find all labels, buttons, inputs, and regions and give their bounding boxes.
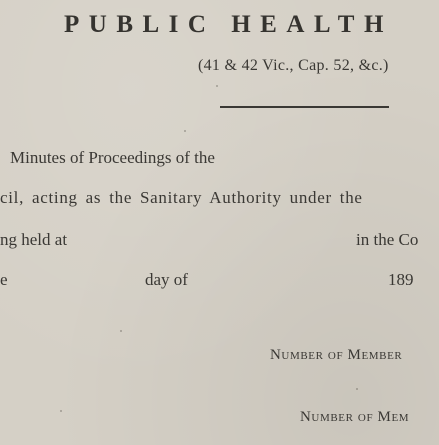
date-prefix: e [0, 270, 8, 289]
title-divider [220, 106, 389, 108]
document-title: PUBLIC HEALTH [64, 11, 393, 38]
paper-speck [216, 85, 218, 87]
paper-speck [356, 388, 358, 390]
members-present-label: Number of Member [270, 347, 403, 363]
paper-speck [184, 130, 186, 132]
members-other-label: Number of Mem [300, 409, 410, 425]
statute-reference: (41 & 42 Vic., Cap. 52, &c.) [198, 57, 389, 74]
authority-line: cil, acting as the Sanitary Authority under the [0, 188, 363, 207]
paper-speck [120, 330, 122, 332]
year-label: 189 [388, 270, 414, 289]
day-of-label: day of [145, 270, 188, 289]
location-label: in the Co [356, 230, 419, 249]
paper-speck [60, 410, 62, 412]
meeting-held-label: ng held at [0, 230, 68, 249]
minutes-line: Minutes of Proceedings of the [10, 148, 215, 167]
